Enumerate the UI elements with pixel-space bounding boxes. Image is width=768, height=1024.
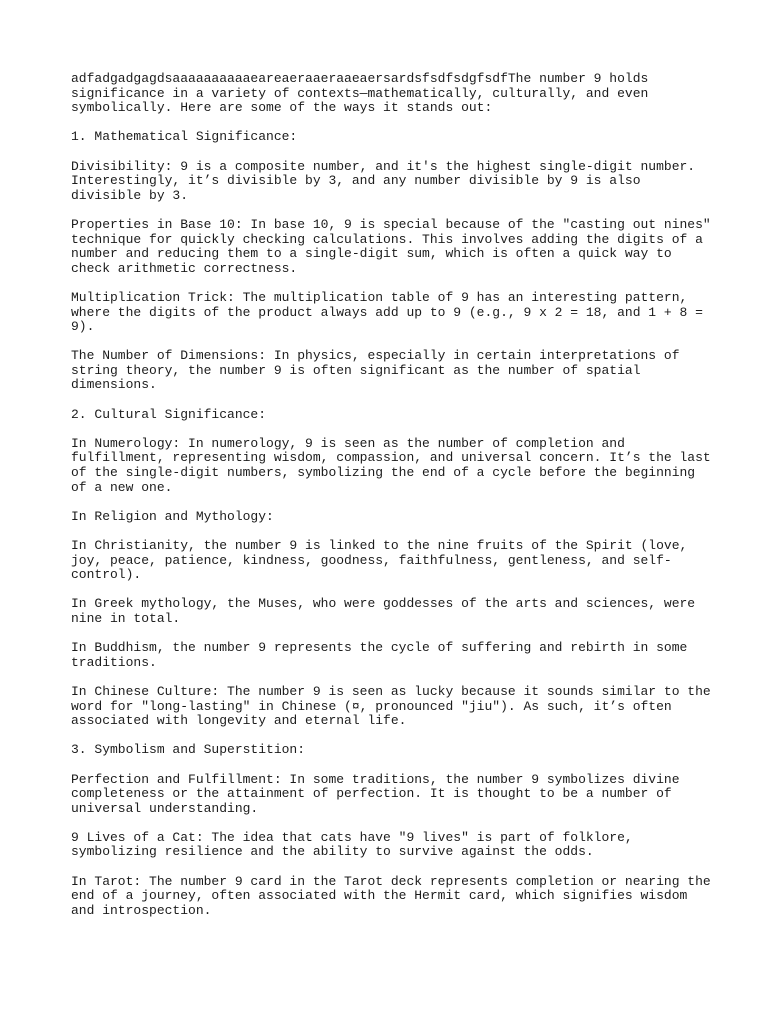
document-body [71,72,711,933]
intro-paragraph: adfadgadgagdsaaaaaaaaaaeareaeraaeraaeaersardsfsdfsdgfsdfThe number 9 holds significance in a variety of contexts—mathematically, culturally, and even symbolically. Here are some of the ways it stands out: [71,71,649,116]
base-10-paragraph: Properties in Base 10: In base 10, 9 is special because of the "casting out nines" technique for quickly checking calculations. This involves adding the digits of a number and reducing them to a single-digit sum, which is often a quick way to check arithmetic correctness. [71,216,711,276]
cat-lives-paragraph: 9 Lives of a Cat: The idea that cats have "9 lives" is part of folklore, symbolizing resilience and the ability to survive against the odds. [71,829,633,860]
divisibility-paragraph: Divisibility: 9 is a composite number, and it's the highest single-digit number. Interestingly, it’s divisible by 3, and any number divisible by 9 is also divisible by 3. [71,158,696,203]
multiplication-trick-paragraph: Multiplication Trick: The multiplication table of 9 has an interesting pattern, where the digits of the product always add up to 9 (e.g., 9 x 2 = 18, and 1 + 8 = 9). [71,289,703,335]
tarot-paragraph: In Tarot: The number 9 card in the Tarot deck represents completion or nearing the end of a journey, often associated with the Hermit card, which signifies wisdom and introspection. [71,873,711,918]
dimensions-paragraph: The Number of Dimensions: In physics, especially in certain interpretations of string theory, the number 9 is often significant as the number of spatial dimensions. [71,348,680,393]
section-heading-cultural: 2. Cultural Significance: [71,406,267,422]
buddhism-paragraph: In Buddhism, the number 9 represents the cycle of suffering and rebirth in some traditions. [71,640,688,670]
chinese-culture-paragraph: In Chinese Culture: The number 9 is seen as lucky because it sounds similar to the word for "long-lasting" in Chinese (¤, pronounced "jiu"). As such, it’s often associated with longevity and eternal life. [71,683,711,729]
greek-mythology-paragraph: In Greek mythology, the Muses, who were goddesses of the arts and sciences, were nine in total. [71,596,696,626]
numerology-paragraph: In Numerology: In numerology, 9 is seen as the number of completion and fulfillment, representing wisdom, compassion, and universal concern. It’s the last of the single-digit numbers, symbolizing the end of a cycle before the beginning of a new one. [71,435,711,495]
section-heading-mathematical: 1. Mathematical Significance: [71,129,298,145]
subheading-religion-mythology: In Religion and Mythology: [71,508,274,524]
perfection-paragraph: Perfection and Fulfillment: In some traditions, the number 9 symbolizes divine completeness or the attainment of perfection. It is thought to be a number of universal understanding. [71,771,680,816]
christianity-paragraph: In Christianity, the number 9 is linked to the nine fruits of the Spirit (love, joy, peace, patience, kindness, goodness, faithfulness, gentleness, and self-control). [71,538,688,583]
section-heading-symbolism: 3. Symbolism and Superstition: [71,742,306,758]
